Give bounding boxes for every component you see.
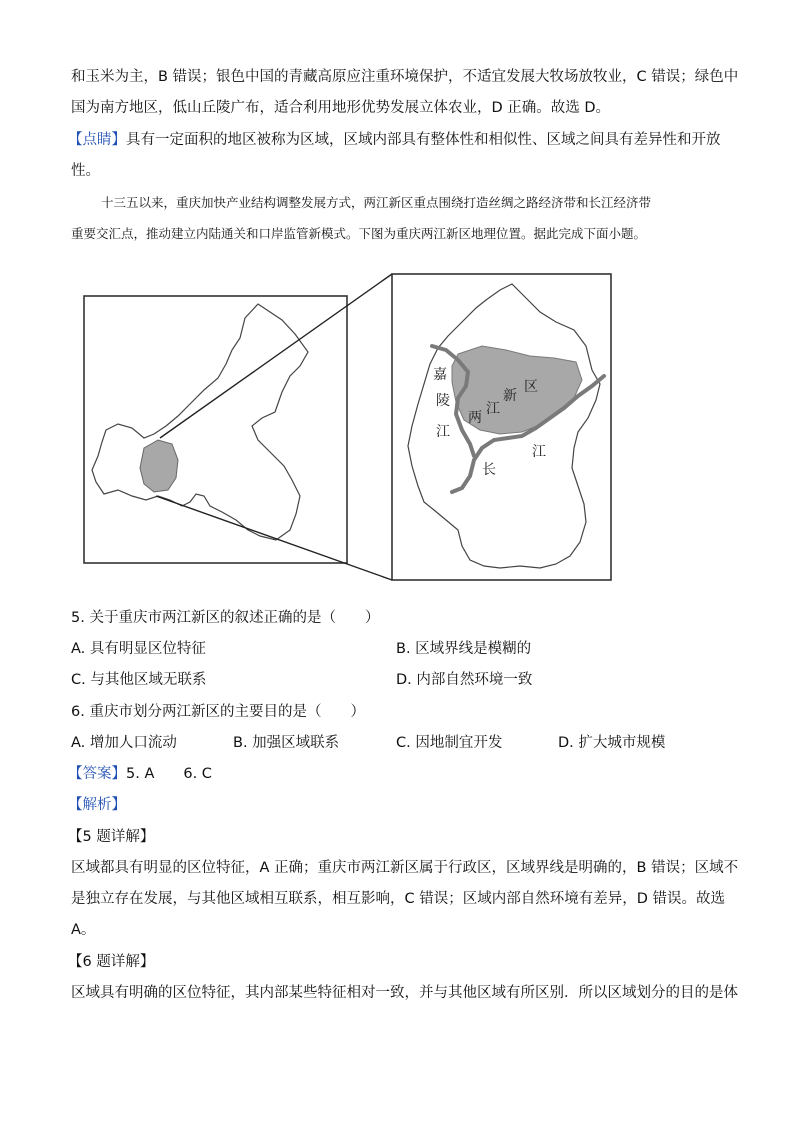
chongqing-outline	[92, 304, 308, 540]
q5-detail-line-3: A。	[71, 922, 96, 938]
map-label-chang: 长	[482, 462, 496, 478]
dianjing-tag: 【点睛】	[68, 132, 126, 148]
map-label-ling: 陵	[436, 393, 450, 409]
passage-line-1: 十三五以来，重庆加快产业结构调整发展方式，两江新区重点围绕打造丝绸之路经济带和长江经济带	[101, 195, 652, 210]
map-label-jiang2: 江	[486, 401, 500, 417]
analysis-tag: 【解析】	[68, 797, 126, 813]
q5-detail-tag: 【5 题详解】	[68, 829, 155, 845]
map-label-liang: 两	[468, 410, 482, 426]
dianjing-line-1: 具有一定面积的地区被称为区域，区域内部具有整体性和相似性、区域之间具有差异性和开放	[126, 132, 721, 148]
question-6-option-b: B. 加强区域联系	[233, 735, 340, 751]
question-5-option-c: C. 与其他区域无联系	[71, 672, 207, 688]
dianjing-line-2: 性。	[71, 163, 100, 179]
question-5-stem: 5. 关于重庆市两江新区的叙述正确的是（ ）	[71, 610, 380, 626]
answer-line	[68, 764, 212, 784]
map-label-jia: 嘉	[433, 367, 447, 383]
map-label-xin: 新	[503, 388, 517, 404]
question-5-option-a: A. 具有明显区位特征	[71, 641, 206, 657]
map-label-jiang1: 江	[436, 424, 450, 440]
answer-text: 5. A 6. C	[126, 766, 212, 782]
q6-detail-tag: 【6 题详解】	[68, 954, 155, 970]
question-6-option-c: C. 因地制宜开发	[396, 735, 503, 751]
liangjiang-small-region	[140, 440, 178, 492]
q6-detail-line-1: 区域具有明确的区位特征，其内部某些特征相对一致，并与其他区域有所区别．所以区域划分的目的是体	[71, 985, 738, 1001]
passage-line-2: 重要交汇点，推动建立内陆通关和口岸监管新模式。下图为重庆两江新区地理位置。据此完成下面小题。	[71, 226, 647, 241]
map-label-qu: 区	[524, 379, 538, 395]
connector-line-top	[160, 274, 392, 438]
intro-line-2: 国为南方地区，低山丘陵广布，适合利用地形优势发展立体农业，D 正确。故选 D。	[71, 100, 611, 116]
question-6-option-d: D. 扩大城市规模	[558, 735, 666, 751]
intro-line-1: 和玉米为主，B 错误；银色中国的青藏高原应注重环境保护，不适宜发展大牧场放牧业，C 错误；绿色中	[71, 69, 739, 85]
q5-detail-line-2: 是独立存在发展，与其他区域相互联系，相互影响，C 错误；区域内部自然环境有差异，D 错误。故选	[71, 891, 726, 907]
question-5-option-d: D. 内部自然环境一致	[396, 672, 533, 688]
answer-tag: 【答案】	[68, 766, 126, 782]
question-6-option-a: A. 增加人口流动	[71, 735, 177, 751]
map-label-jiang3: 江	[532, 444, 546, 460]
question-5-option-b: B. 区域界线是模糊的	[396, 641, 532, 657]
q5-detail-line-1: 区域都具有明显的区位特征，A 正确；重庆市两江新区属于行政区，区域界线是明确的，B 错误；区域不	[71, 860, 739, 876]
question-6-stem: 6. 重庆市划分两江新区的主要目的是（ ）	[71, 704, 365, 720]
